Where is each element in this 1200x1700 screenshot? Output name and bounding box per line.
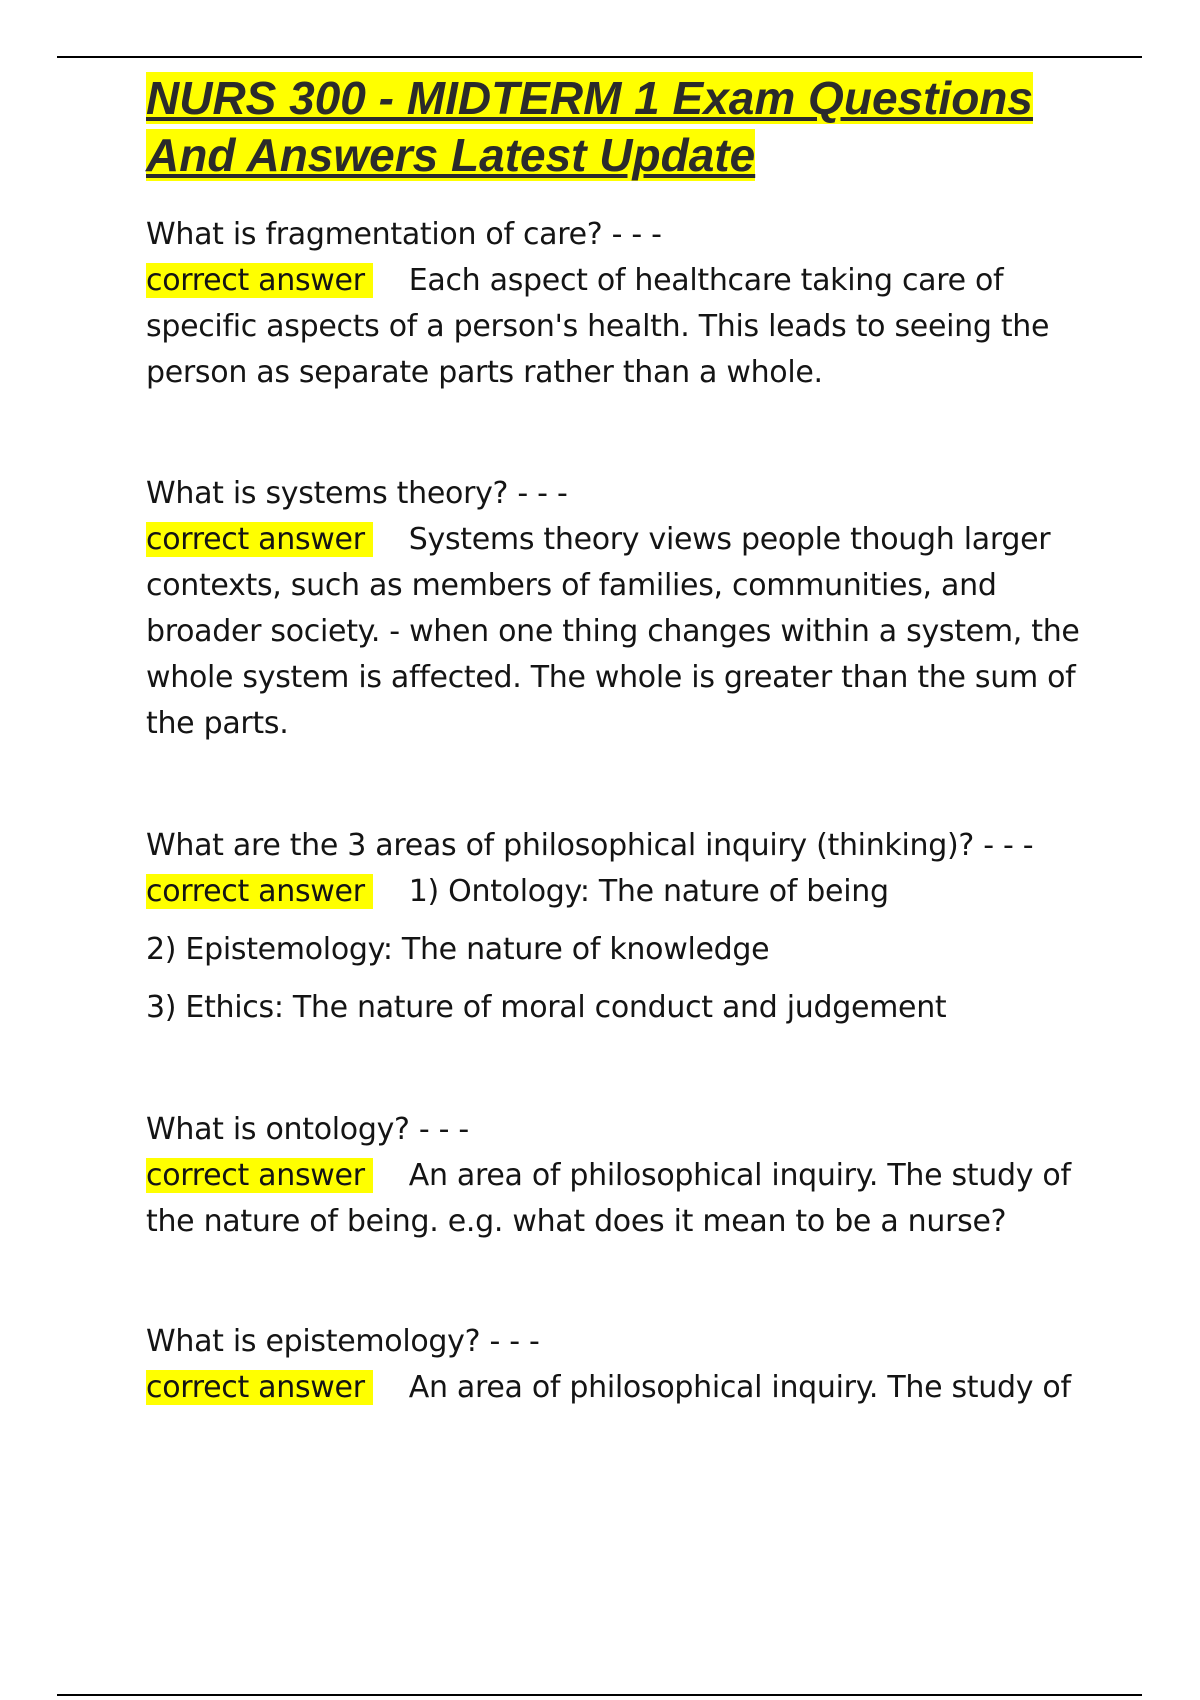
top-rule bbox=[57, 56, 1142, 58]
document-title bbox=[146, 70, 1096, 184]
answer-text bbox=[146, 1153, 1096, 1245]
answer-label: correct answer bbox=[146, 263, 373, 298]
title-line-2: And Answers Latest Update bbox=[146, 129, 756, 181]
qa-item bbox=[146, 471, 1096, 747]
answer-label: correct answer bbox=[146, 1158, 373, 1193]
answer-body: An area of philosophical inquiry. The study of the nature of being. e.g. what does it mean to be a nurse? bbox=[146, 1158, 1071, 1239]
answer-label: correct answer bbox=[146, 874, 373, 909]
answer-text bbox=[146, 258, 1096, 396]
document-body bbox=[146, 70, 1096, 1411]
bottom-rule bbox=[57, 1694, 1142, 1696]
answer-text bbox=[146, 869, 1096, 915]
question-text: What is epistemology? - - - bbox=[146, 1324, 540, 1359]
qa-item bbox=[146, 1319, 1096, 1411]
answer-body: 1) Ontology: The nature of being bbox=[408, 874, 889, 909]
answer-text bbox=[146, 517, 1096, 747]
answer-line: 3) Ethics: The nature of moral conduct and judgement bbox=[146, 990, 947, 1025]
qa-item bbox=[146, 1107, 1096, 1245]
title-line-1: NURS 300 - MIDTERM 1 Exam Questions bbox=[146, 72, 1033, 124]
qa-item bbox=[146, 212, 1096, 396]
answer-label: correct answer bbox=[146, 522, 373, 557]
answer-line: 2) Epistemology: The nature of knowledge bbox=[146, 932, 770, 967]
answer-body: Each aspect of healthcare taking care of specific aspects of a person's health. This leads to seeing the person as separate parts rather than a whole. bbox=[146, 263, 1050, 390]
answer-body: An area of philosophical inquiry. The study of bbox=[408, 1370, 1071, 1405]
answer-label: correct answer bbox=[146, 1370, 373, 1405]
question-text: What are the 3 areas of philosophical inquiry (thinking)? - - - bbox=[146, 828, 1034, 863]
question-text: What is systems theory? - - - bbox=[146, 476, 568, 511]
answer-body: Systems theory views people though larger contexts, such as members of families, communities, and broader society. - when one thing changes within a system, the whole system is affected. The whole is greater than the sum of the parts. bbox=[146, 522, 1080, 741]
answer-text bbox=[146, 1365, 1096, 1411]
question-text: What is fragmentation of care? - - - bbox=[146, 217, 662, 252]
question-text: What is ontology? - - - bbox=[146, 1112, 469, 1147]
qa-item bbox=[146, 823, 1096, 1031]
